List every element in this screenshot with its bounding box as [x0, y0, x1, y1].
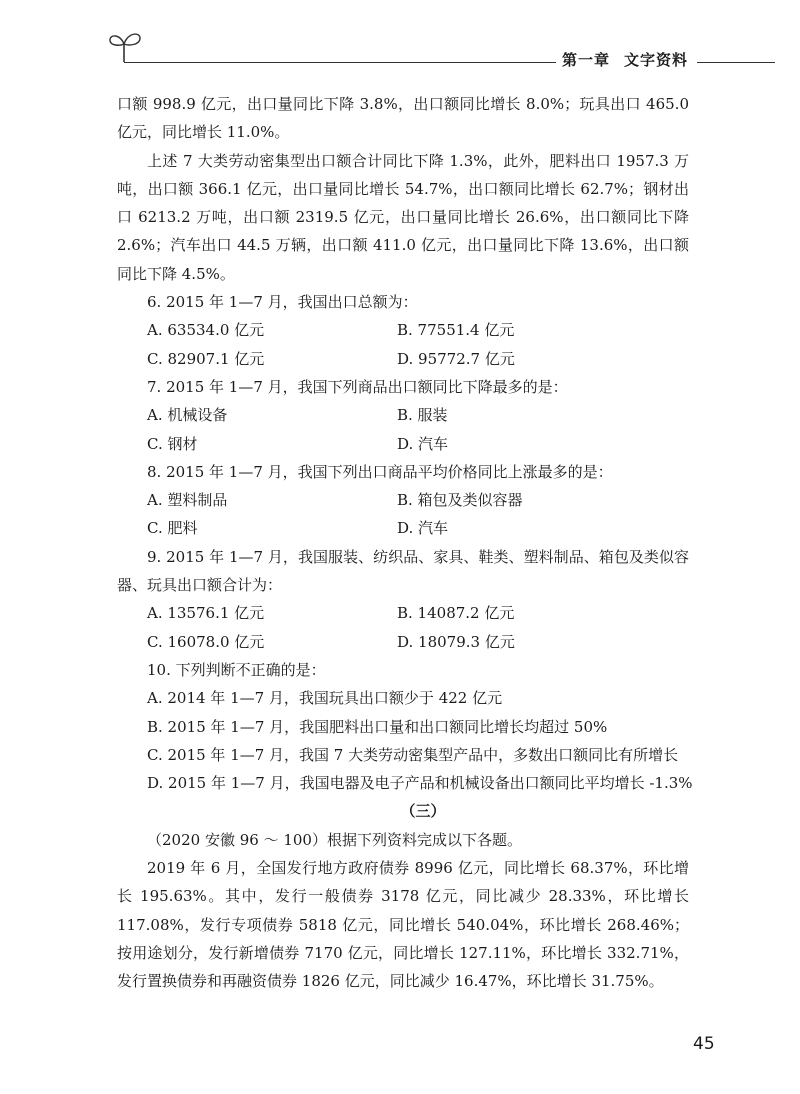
question-10-option-a: A. 2014 年 1—7 月，我国玩具出口额少于 422 亿元	[147, 689, 503, 708]
question-8-option-d: D. 汽车	[397, 519, 449, 538]
question-6-options-row-1	[117, 316, 689, 344]
question-8-stem: 8. 2015 年 1—7 月，我国下列出口商品平均价格同比上涨最多的是：	[147, 462, 613, 481]
chapter-number: 第一章	[562, 51, 611, 69]
question-9-option-b: B. 14087.2 亿元	[397, 604, 515, 623]
section-title: （三）	[400, 802, 446, 821]
question-7-stem: 7. 2015 年 1—7 月，我国下列商品出口额同比下降最多的是：	[147, 377, 568, 396]
question-7-options-row-2	[117, 430, 689, 458]
page-content	[117, 90, 693, 996]
question-8-options-row-1	[117, 486, 689, 514]
question-6-option-c: C. 82907.1 亿元	[147, 349, 265, 368]
page-header	[0, 0, 800, 80]
question-7-option-a: A. 机械设备	[147, 406, 228, 425]
question-7-option-b: B. 服装	[397, 406, 448, 425]
question-8-options-row-2	[117, 514, 689, 542]
question-6-option-a: A. 63534.0 亿元	[147, 321, 265, 340]
question-9-option-c: C. 16078.0 亿元	[147, 632, 265, 651]
question-10-option-d: D. 2015 年 1—7 月，我国电器及电子产品和机械设备出口额同比平均增长 -1.3%	[147, 774, 693, 793]
chapter-heading	[562, 49, 688, 70]
question-9-stem: 9. 2015 年 1—7 月，我国服装、纺织品、家具、鞋类、塑料制品、箱包及类似容器、玩具出口额合计为：	[117, 547, 689, 595]
question-6-stem: 6. 2015 年 1—7 月，我国出口总额为：	[147, 293, 418, 312]
question-6-option-b: B. 77551.4 亿元	[397, 321, 515, 340]
question-8-option-b: B. 箱包及类似容器	[397, 491, 523, 510]
section-passage: 2019 年 6 月，全国发行地方政府债券 8996 亿元，同比增长 68.37%，环比增长 195.63%。其中，发行一般债券 3178 亿元，同比减少 28.33%，环比增长 117.08%，发行专项债券 5818 亿元，同比增长 540.04%，环比增长 268.46%；按用途划分，发行新增债券 7170 亿元，同比增长 127.11%，环比增长 332.71%，发行置换债券和再融资债券 1826 亿元，同比减少 16.47%，环比增长 31.75%。	[117, 859, 689, 991]
question-8-option-a: A. 塑料制品	[147, 491, 228, 510]
question-7-options-row-1	[117, 401, 689, 429]
question-6-option-d: D. 95772.7 亿元	[397, 349, 515, 368]
chapter-title: 文字资料	[624, 51, 689, 69]
question-10-option-c: C. 2015 年 1—7 月，我国 7 大类劳动密集型产品中，多数出口额同比有所增长	[147, 745, 679, 764]
sprout-icon	[108, 28, 142, 62]
question-9-option-d: D. 18079.3 亿元	[397, 632, 515, 651]
question-7-option-c: C. 钢材	[147, 434, 198, 453]
passage-paragraph: 上述 7 大类劳动密集型出口额合计同比下降 1.3%，此外，肥料出口 1957.3 万吨，出口额 366.1 亿元，出口量同比增长 54.7%，出口额同比增长 62.7%；钢材出口 6213.2 万吨，出口额 2319.5 亿元，出口量同比增长 26.6%，出口额同比下降 2.6%；汽车出口 44.5 万辆，出口额 411.0 亿元，出口量同比下降 13.6%，出口额同比下降 4.5%。	[117, 151, 689, 283]
page-number: 45	[693, 1034, 715, 1054]
question-10-option-b: B. 2015 年 1—7 月，我国肥料出口量和出口额同比增长均超过 50%	[147, 717, 608, 736]
question-9-options-row-2	[117, 628, 689, 656]
passage-paragraph: 口额 998.9 亿元，出口量同比下降 3.8%，出口额同比增长 8.0%；玩具出口 465.0 亿元，同比增长 11.0%。	[117, 95, 689, 142]
header-rule-right	[697, 62, 775, 63]
question-7-option-d: D. 汽车	[397, 434, 449, 453]
question-8-option-c: C. 肥料	[147, 519, 198, 538]
question-9-options-row-1	[117, 599, 689, 627]
section-intro: （2020 安徽 96 ～ 100）根据下列资料完成以下各题。	[147, 830, 522, 849]
question-6-options-row-2	[117, 345, 689, 373]
question-9-option-a: A. 13576.1 亿元	[147, 604, 265, 623]
header-rule-left	[124, 62, 556, 63]
question-10-stem: 10. 下列判断不正确的是：	[147, 660, 326, 679]
